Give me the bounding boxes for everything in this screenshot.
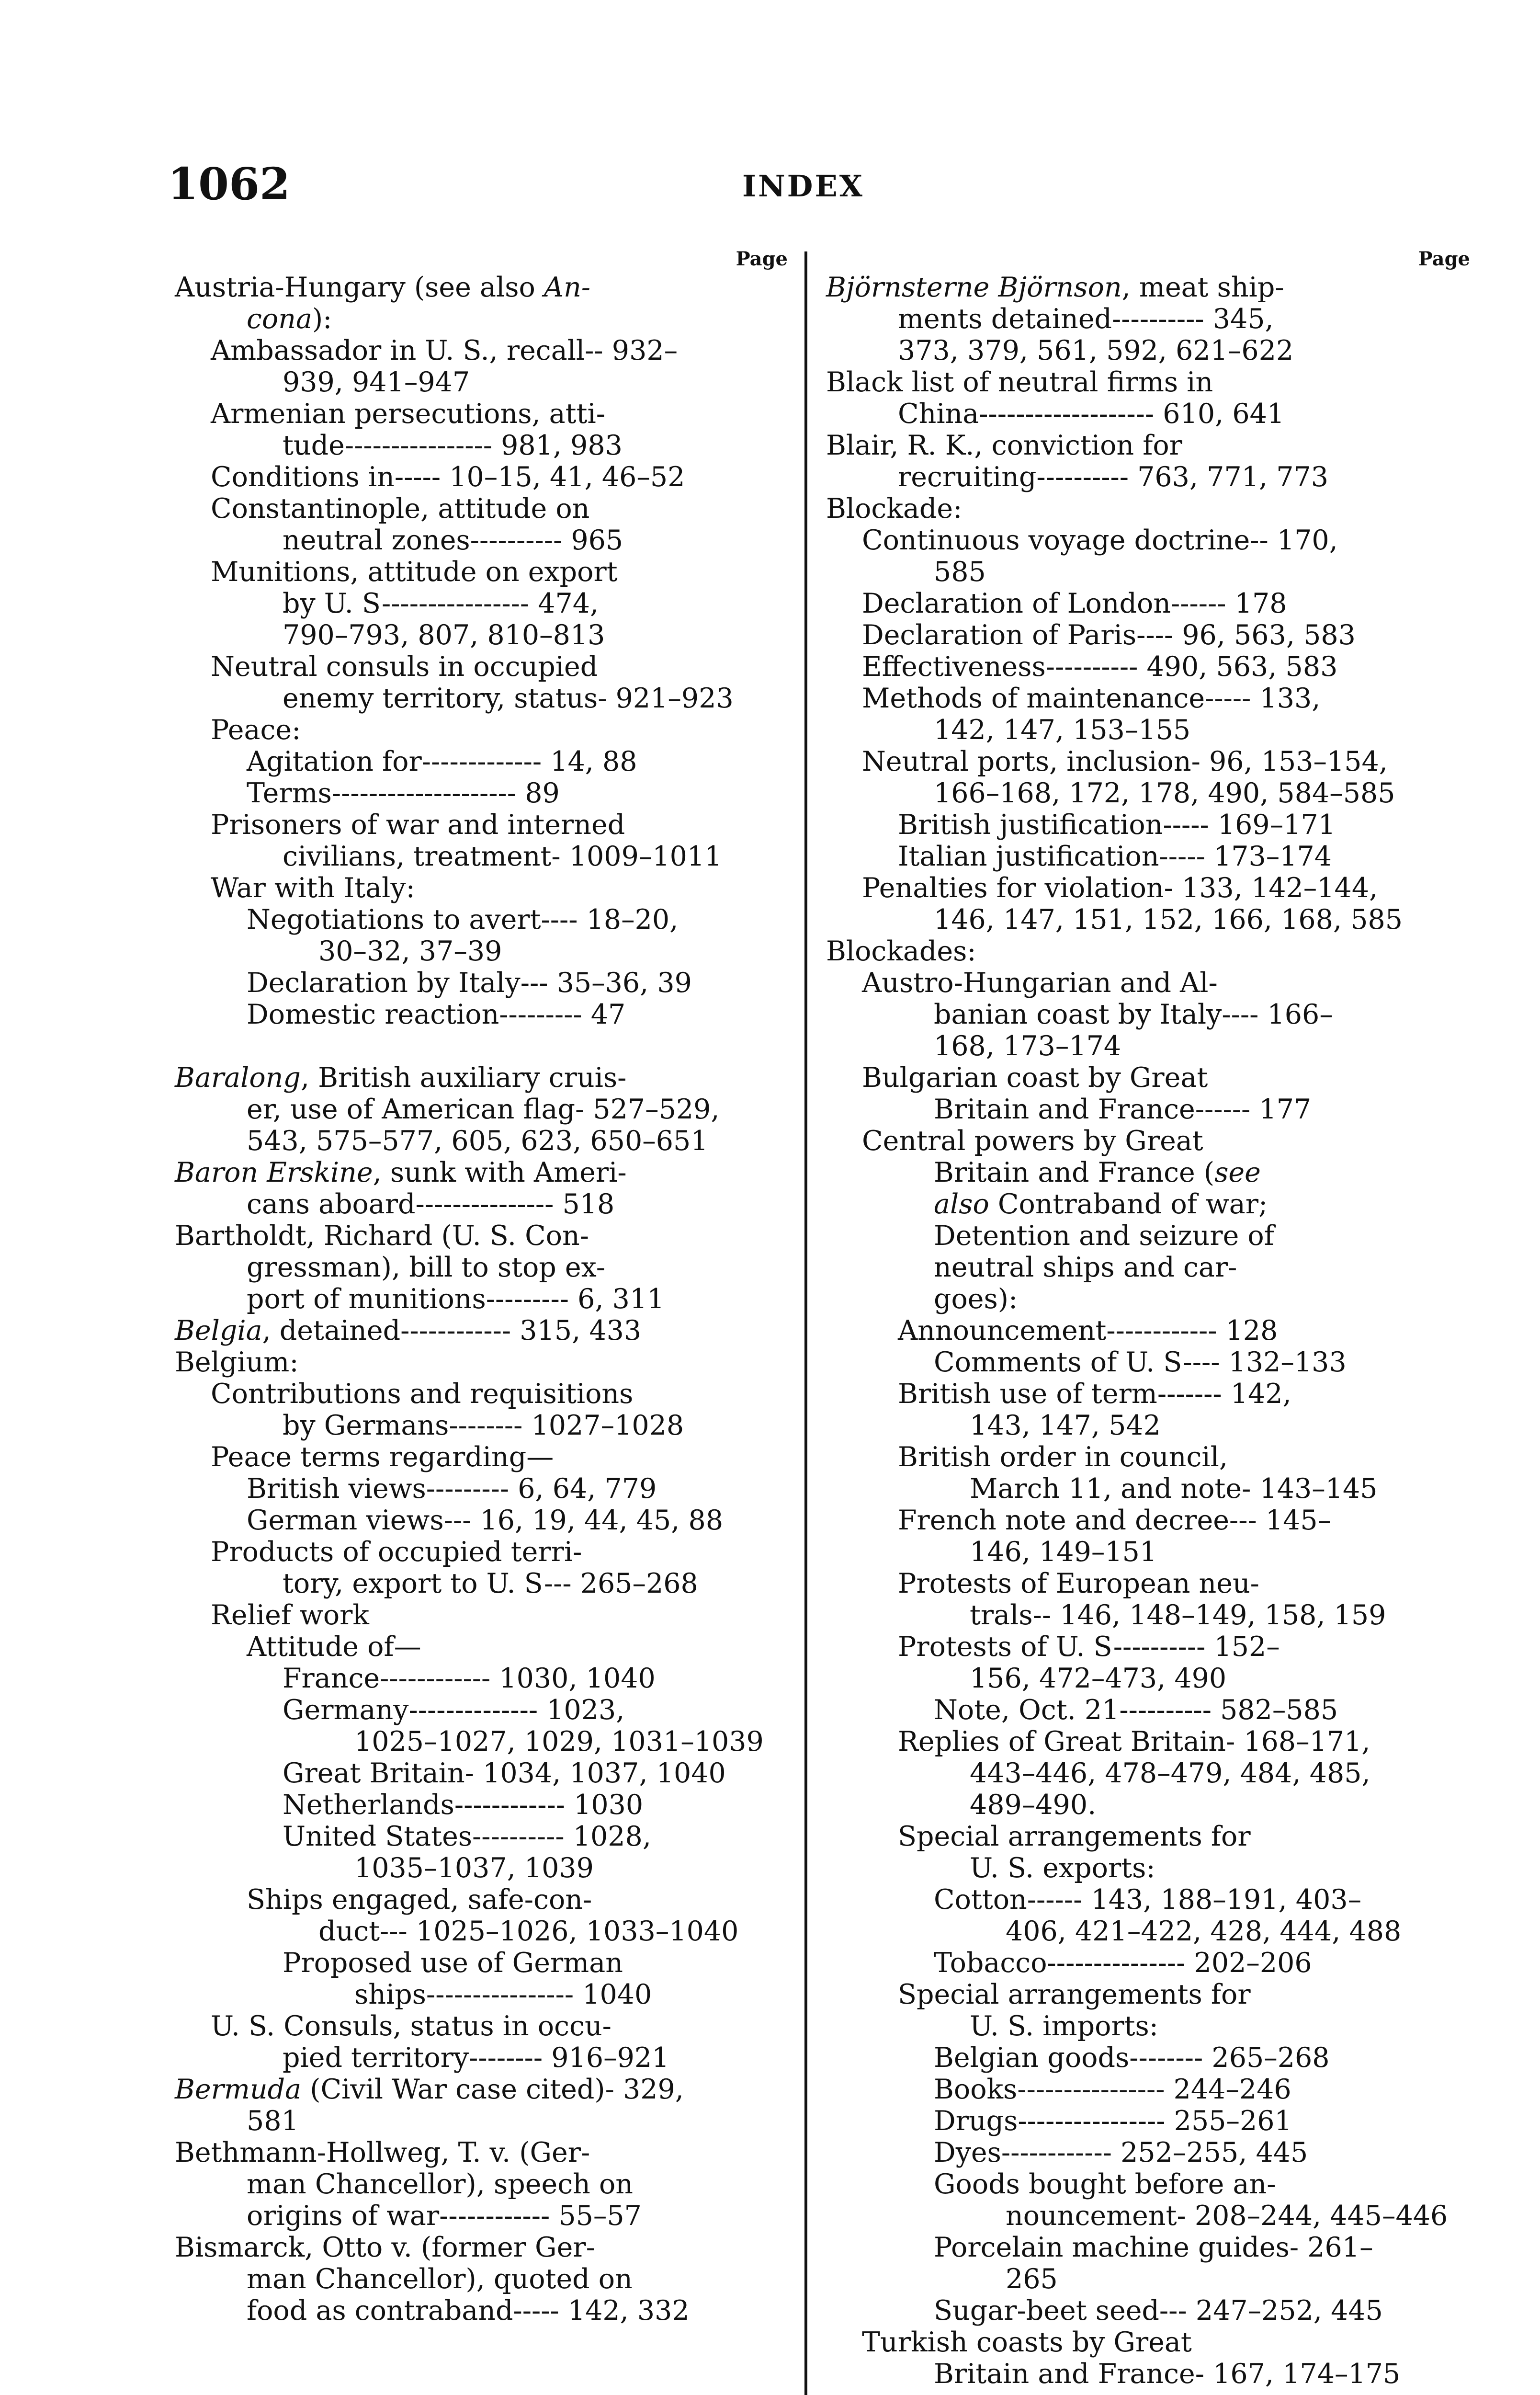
running-title: INDEX (742, 169, 864, 204)
index-entry (826, 1441, 1444, 1505)
index-entry-line: Munitions, attitude on export (211, 556, 618, 588)
index-entry-continuation: ships---------------- 1040 (354, 1979, 652, 2010)
index-entry-line: Italian justification----- 173–174 (898, 841, 1332, 872)
index-entry (826, 2042, 1444, 2074)
index-entry-line: Central powers by Great (862, 1125, 1203, 1157)
index-entry-line: Special arrangements for (898, 1979, 1251, 2010)
index-entry-line: Declaration by Italy--- 35–36, 39 (247, 967, 692, 999)
page-header (0, 158, 1540, 211)
index-entry-line: Terms-------------------- 89 (247, 777, 560, 809)
index-entry-line: Baron Erskine, sunk with Ameri- (175, 1157, 627, 1188)
index-entry (826, 1062, 1444, 1125)
index-entry (175, 556, 793, 651)
index-entry-continuation: er, use of American flag- 527–529, (247, 1094, 720, 1125)
index-entry (175, 1789, 793, 1821)
index-entry-line: Sugar-beet seed--- 247–252, 445 (934, 2295, 1383, 2327)
index-entry (826, 2232, 1444, 2295)
index-entry-line: Belgia, detained------------ 315, 433 (175, 1315, 642, 1346)
index-entry-line: Great Britain- 1034, 1037, 1040 (283, 1757, 726, 1789)
index-entry-continuation: 168, 173–174 (934, 1030, 1121, 1062)
index-entry-line: Conditions in----- 10–15, 41, 46–52 (211, 461, 685, 493)
index-entry (826, 935, 1444, 967)
index-entry-continuation: 30–32, 37–39 (318, 935, 502, 967)
index-entry-continuation: nouncement- 208–244, 445–446 (1006, 2200, 1448, 2232)
index-entry-continuation: 939, 941–947 (283, 366, 470, 398)
index-entry-line: Blockades: (826, 935, 976, 967)
index-entry-line: Books---------------- 244–246 (934, 2074, 1291, 2105)
index-entry-line: Constantinople, attitude on (211, 493, 590, 525)
index-entry-continuation: gressman), bill to stop ex- (247, 1252, 606, 1283)
index-entry (175, 1157, 793, 1220)
index-entry-continuation: 581 (247, 2105, 299, 2137)
index-entry-line: Baralong, British auxiliary cruis- (175, 1062, 627, 1094)
index-entry (826, 493, 1444, 525)
index-entry-line: War with Italy: (211, 872, 415, 904)
index-entry (175, 1694, 793, 1757)
index-entry-line: British use of term------- 142, (898, 1378, 1291, 1410)
index-entry (175, 1631, 793, 1663)
index-entry (175, 999, 793, 1030)
index-entry (826, 1694, 1444, 1726)
index-entry (826, 2074, 1444, 2105)
index-entry-line: Neutral consuls in occupied (211, 651, 598, 683)
index-entry-line: U. S. Consuls, status in occu- (211, 2010, 611, 2042)
index-entry (826, 651, 1444, 683)
index-entry-line: Turkish coasts by Great (862, 2327, 1192, 2358)
index-entry-continuation: duct--- 1025–1026, 1033–1040 (318, 1916, 739, 1947)
index-entry-line: Note, Oct. 21---------- 582–585 (934, 1694, 1338, 1726)
index-entry-line: Dyes------------ 252–255, 445 (934, 2137, 1308, 2168)
index-entry-continuation: Detention and seizure of (934, 1220, 1274, 1252)
index-entry (826, 2137, 1444, 2168)
index-entry-line: Bismarck, Otto v. (former Ger- (175, 2232, 595, 2263)
index-entry-continuation: 489–490. (970, 1789, 1097, 1821)
index-entry-continuation: U. S. exports: (970, 1852, 1155, 1884)
index-entry (826, 872, 1444, 935)
index-entry-continuation: 790–793, 807, 810–813 (283, 619, 605, 651)
index-entry-line: Agitation for------------- 14, 88 (247, 746, 637, 777)
index-entry (826, 1979, 1444, 2042)
index-entry-line: Armenian persecutions, atti- (211, 398, 605, 430)
index-entry (175, 2010, 793, 2074)
index-entry (175, 398, 793, 461)
index-entry-line: Replies of Great Britain- 168–171, (898, 1726, 1370, 1757)
index-entry (175, 1947, 793, 2010)
index-entry-line: Austria-Hungary (see also An- (175, 272, 591, 303)
index-entry (826, 430, 1444, 493)
index-entry (175, 872, 793, 904)
index-entry-line: Blockade: (826, 493, 962, 525)
index-entry (826, 1346, 1444, 1378)
index-entry-line: Products of occupied terri- (211, 1536, 582, 1568)
index-entry (175, 2232, 793, 2327)
index-entry-line: Bulgarian coast by Great (862, 1062, 1208, 1094)
index-entry-continuation: 543, 575–577, 605, 623, 650–651 (247, 1125, 708, 1157)
index-entry (826, 588, 1444, 619)
index-entry-continuation: tory, export to U. S--- 265–268 (283, 1568, 698, 1599)
index-entry-continuation: 146, 149–151 (970, 1536, 1157, 1568)
index-entry (826, 809, 1444, 841)
index-entry-line: Contributions and requisitions (211, 1378, 634, 1410)
index-entry-line: Belgium: (175, 1346, 299, 1378)
index-entry-line: Belgian goods-------- 265–268 (934, 2042, 1330, 2074)
index-entry-line: German views--- 16, 19, 44, 45, 88 (247, 1505, 724, 1536)
index-entry-line: Porcelain machine guides- 261– (934, 2232, 1373, 2263)
index-entry (175, 714, 793, 746)
index-column-right (826, 247, 1470, 2390)
index-entry-line: French note and decree--- 145– (898, 1505, 1332, 1536)
index-entry (175, 2074, 793, 2137)
index-entry-continuation: China------------------- 610, 641 (898, 398, 1285, 430)
index-entry-continuation: Britain and France- 167, 174–175 (934, 2358, 1401, 2390)
index-entry-line: Tobacco--------------- 202–206 (934, 1947, 1312, 1979)
index-entry-line: Declaration of London------ 178 (862, 588, 1287, 619)
index-entry-continuation: U. S. imports: (970, 2010, 1158, 2042)
index-entry (175, 1663, 793, 1694)
page-column-label: Page (1418, 248, 1470, 270)
index-entry (175, 1346, 793, 1378)
index-entry (175, 1378, 793, 1441)
index-entry-continuation: 142, 147, 153–155 (934, 714, 1191, 746)
index-entry (175, 2137, 793, 2232)
index-entry (826, 1726, 1444, 1821)
index-entry-continuation: 585 (934, 556, 986, 588)
index-entry-continuation: 156, 472–473, 490 (970, 1663, 1227, 1694)
index-entry-continuation: Britain and France------ 177 (934, 1094, 1312, 1125)
index-entry (175, 1821, 793, 1884)
index-entry (826, 1568, 1444, 1631)
index-entry-line: Prisoners of war and interned (211, 809, 625, 841)
index-entry (175, 904, 793, 967)
index-entry-line: Netherlands------------ 1030 (283, 1789, 644, 1821)
index-entry-line: Special arrangements for (898, 1821, 1251, 1852)
index-entry-continuation: 143, 147, 542 (970, 1410, 1161, 1441)
index-entry (826, 746, 1444, 809)
index-entry-continuation: port of munitions--------- 6, 311 (247, 1283, 665, 1315)
index-entry (175, 967, 793, 999)
index-entry (826, 1378, 1444, 1441)
page-column-label: Page (736, 248, 788, 270)
entry-list (175, 272, 793, 2327)
index-entry-line: France------------ 1030, 1040 (283, 1663, 656, 1694)
index-entry-line: Bermuda (Civil War case cited)- 329, (175, 2074, 684, 2105)
index-entry-line: Protests of European neu- (898, 1568, 1259, 1599)
index-entry-continuation: March 11, and note- 143–145 (970, 1473, 1378, 1505)
index-entry-continuation: trals-- 146, 148–149, 158, 159 (970, 1599, 1386, 1631)
index-entry-continuation: cans aboard--------------- 518 (247, 1188, 615, 1220)
index-entry (175, 651, 793, 714)
index-entry-continuation: also Contraband of war; (934, 1188, 1268, 1220)
index-entry-continuation: 1035–1037, 1039 (354, 1852, 594, 1884)
index-entry (826, 2295, 1444, 2327)
index-entry-continuation: by U. S---------------- 474, (283, 588, 599, 619)
index-entry-continuation: pied territory-------- 916–921 (283, 2042, 669, 2074)
index-entry (826, 1505, 1444, 1568)
index-entry-continuation: 265 (1006, 2263, 1058, 2295)
index-entry (826, 2105, 1444, 2137)
index-entry-continuation: 406, 421–422, 428, 444, 488 (1006, 1916, 1402, 1947)
entry-list (826, 272, 1448, 2390)
index-entry-continuation: origins of war------------ 55–57 (247, 2200, 642, 2232)
index-entry-line: Germany-------------- 1023, (283, 1694, 625, 1726)
index-entry-continuation: 1025–1027, 1029, 1031–1039 (354, 1726, 764, 1757)
index-entry-continuation: banian coast by Italy---- 166– (934, 999, 1333, 1030)
index-entry-line: Declaration of Paris---- 96, 563, 583 (862, 619, 1356, 651)
index-entry (826, 272, 1444, 366)
index-entry-line: Black list of neutral firms in (826, 366, 1213, 398)
index-entry-line: Announcement------------ 128 (898, 1315, 1278, 1346)
index-entry-continuation: 443–446, 478–479, 484, 485, (970, 1757, 1370, 1789)
index-entry (826, 1821, 1444, 1884)
index-entry-line: Comments of U. S---- 132–133 (934, 1346, 1347, 1378)
index-entry-line: Relief work (211, 1599, 369, 1631)
index-entry-continuation: man Chancellor), speech on (247, 2168, 634, 2200)
index-entry (175, 809, 793, 872)
index-entry-line: Austro-Hungarian and Al- (862, 967, 1218, 999)
index-entry-continuation: enemy territory, status- 921–923 (283, 683, 734, 714)
index-entry-line: British views--------- 6, 64, 779 (247, 1473, 657, 1505)
index-entry-continuation: man Chancellor), quoted on (247, 2263, 633, 2295)
index-entry (826, 366, 1444, 430)
index-entry (826, 1884, 1444, 1947)
index-entry (175, 746, 793, 777)
index-entry-continuation: neutral zones---------- 965 (283, 525, 623, 556)
index-entry-line: Bethmann-Hollweg, T. v. (Ger- (175, 2137, 590, 2168)
index-entry (175, 461, 793, 493)
index-entry-continuation: 373, 379, 561, 592, 621–622 (898, 335, 1294, 366)
index-entry-line: United States---------- 1028, (283, 1821, 651, 1852)
index-entry-line: British justification----- 169–171 (898, 809, 1336, 841)
index-entry (826, 2168, 1448, 2232)
index-entry (175, 1315, 793, 1346)
index-entry-line: Domestic reaction--------- 47 (247, 999, 626, 1030)
index-entry (175, 1536, 793, 1599)
index-entry (175, 493, 793, 556)
index-column-left (175, 247, 793, 2327)
index-entry (175, 272, 793, 335)
index-entry-line: Effectiveness---------- 490, 563, 583 (862, 651, 1338, 683)
index-entry (175, 1599, 793, 1631)
index-entry-line: Negotiations to avert---- 18–20, (247, 904, 679, 935)
index-entry-continuation: civilians, treatment- 1009–1011 (283, 841, 722, 872)
index-entry-line: Cotton------ 143, 188–191, 403– (934, 1884, 1362, 1916)
index-entry (826, 1631, 1444, 1694)
index-entry-line: Peace terms regarding— (211, 1441, 554, 1473)
index-entry (826, 1947, 1444, 1979)
column-divider (804, 251, 807, 2395)
index-entry (175, 1505, 793, 1536)
index-entry (175, 1220, 793, 1315)
index-entry-line: Blair, R. K., conviction for (826, 430, 1182, 461)
index-entry-continuation: recruiting---------- 763, 771, 773 (898, 461, 1329, 493)
index-entry (826, 2327, 1444, 2390)
index-entry-line: Proposed use of German (283, 1947, 623, 1979)
index-entry-continuation: tude---------------- 981, 983 (283, 430, 623, 461)
index-entry-line: Peace: (211, 714, 301, 746)
index-entry-continuation: 146, 147, 151, 152, 166, 168, 585 (934, 904, 1403, 935)
index-entry (175, 1062, 793, 1157)
index-entry (175, 1884, 793, 1947)
index-entry-continuation: goes): (934, 1283, 1018, 1315)
index-entry-line: British order in council, (898, 1441, 1228, 1473)
index-entry-line: Penalties for violation- 133, 142–144, (862, 872, 1378, 904)
index-entry (175, 335, 793, 398)
index-entry-line: Protests of U. S---------- 152– (898, 1631, 1280, 1663)
index-entry-continuation: 166–168, 172, 178, 490, 584–585 (934, 777, 1395, 809)
index-entry-line: Attitude of— (247, 1631, 421, 1663)
index-entry (826, 683, 1444, 746)
index-entry-line: Goods bought before an- (934, 2168, 1276, 2200)
index-entry (826, 967, 1444, 1062)
index-entry-line: Ambassador in U. S., recall-- 932– (211, 335, 678, 366)
index-entry (826, 619, 1444, 651)
index-entry (826, 1315, 1444, 1346)
index-entry-line: Continuous voyage doctrine-- 170, (862, 525, 1338, 556)
index-entry-line: Neutral ports, inclusion- 96, 153–154, (862, 746, 1388, 777)
index-entry-continuation: neutral ships and car- (934, 1252, 1237, 1283)
index-entry-line: Björnsterne Björnson, meat ship- (826, 272, 1284, 303)
index-entry (826, 1125, 1444, 1315)
index-entry-line: Ships engaged, safe-con- (247, 1884, 592, 1916)
index-entry (826, 841, 1444, 872)
index-entry (175, 1757, 793, 1789)
index-entry-continuation: by Germans-------- 1027–1028 (283, 1410, 684, 1441)
index-entry-continuation: cona): (247, 303, 332, 335)
index-entry (175, 1473, 793, 1505)
index-entry-line: Drugs---------------- 255–261 (934, 2105, 1292, 2137)
index-entry (826, 525, 1444, 588)
index-entry-line: Bartholdt, Richard (U. S. Con- (175, 1220, 589, 1252)
index-entry-continuation: Britain and France (see (934, 1157, 1261, 1188)
page-number: 1062 (168, 158, 291, 210)
index-entry-continuation: food as contraband----- 142, 332 (247, 2295, 690, 2327)
index-entry-continuation: ments detained---------- 345, (898, 303, 1274, 335)
index-entry (175, 777, 793, 809)
index-entry (175, 1441, 793, 1473)
index-entry-line: Methods of maintenance----- 133, (862, 683, 1321, 714)
